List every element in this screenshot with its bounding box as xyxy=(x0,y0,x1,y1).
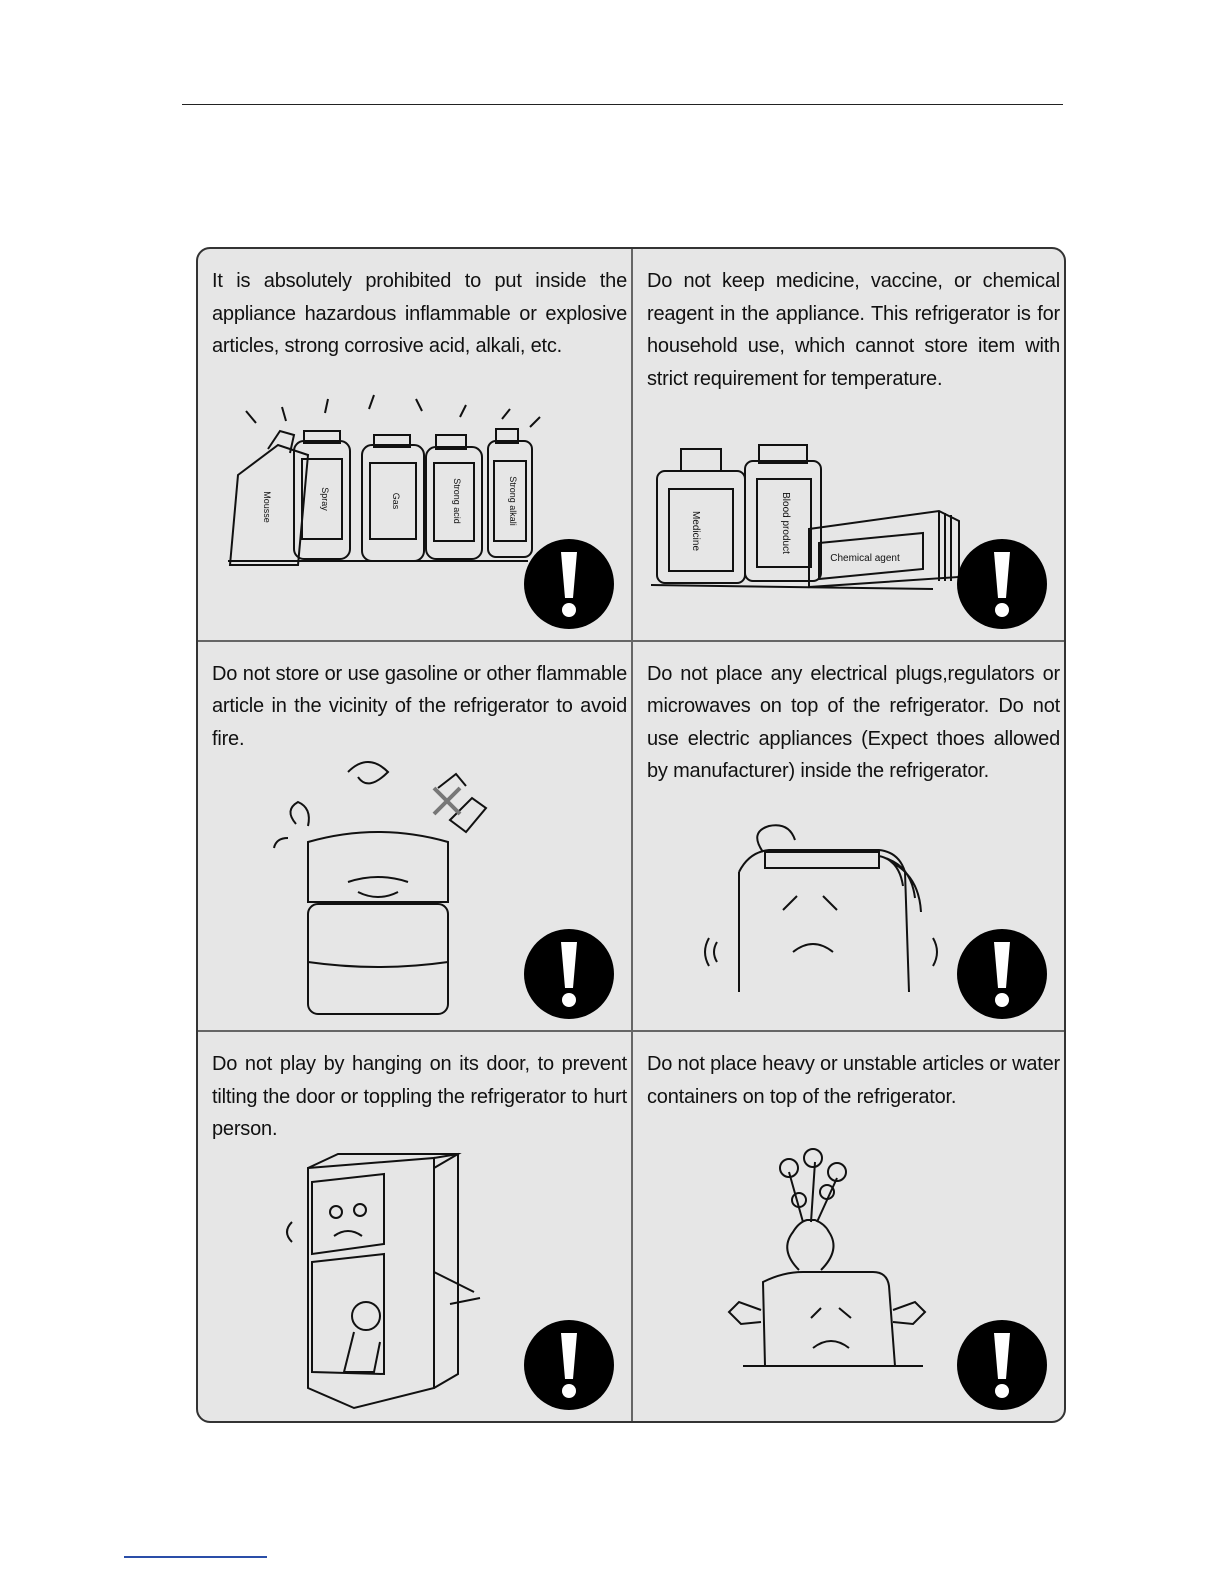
bottle-label: Mousse xyxy=(262,491,272,523)
exclamation-warning-icon xyxy=(523,1319,615,1411)
warning-text: Do not keep medicine, vaccine, or chemical reagent in the appliance. This refrigerator is for household use, which cannot store item with strict requirement for temperature. xyxy=(647,270,1060,390)
footer-link-underline[interactable] xyxy=(124,1556,267,1558)
warning-text: Do not play by hanging on its door, to prevent tilting the door or toppling the refrigerator to hurt person. xyxy=(212,1053,627,1141)
warning-text: Do not place any electrical plugs,regulators or microwaves on top of the refrigerator. Do not use electric appliances (Expect thoes allowed by manufacturer) inside the refrigerator. xyxy=(647,662,1060,783)
warning-cell-gasoline xyxy=(198,640,631,1031)
warning-cell-electrical xyxy=(631,640,1064,1031)
warning-text: Do not place heavy or unstable articles or water containers on top of the refrigerator. xyxy=(647,1053,1060,1108)
box-label: Chemical agent xyxy=(830,553,900,564)
bottle-label: Gas xyxy=(391,492,401,510)
exclamation-warning-icon xyxy=(956,538,1048,630)
warning-grid xyxy=(196,247,1066,1423)
warning-cell-hazardous xyxy=(198,249,631,640)
exclamation-warning-icon xyxy=(523,928,615,1020)
header-rule xyxy=(182,104,1063,105)
exclamation-warning-icon xyxy=(956,928,1048,1020)
bottle-label: Medicine xyxy=(690,510,701,552)
exclamation-warning-icon xyxy=(956,1319,1048,1411)
warning-text: Do not store or use gasoline or other flammable article in the vicinity of the refrigerator to avoid fire. xyxy=(212,662,627,750)
bottle-label: Spray xyxy=(320,487,330,511)
bottle-label: Strong acid xyxy=(452,478,462,524)
warning-cell-hanging xyxy=(198,1030,631,1421)
exclamation-warning-icon xyxy=(523,538,615,630)
warning-cell-medicine xyxy=(631,249,1064,640)
bottle-label: Strong alkali xyxy=(508,476,518,526)
warning-cell-heavy-articles xyxy=(631,1030,1064,1421)
bottle-label: Blood product xyxy=(780,492,791,554)
warning-text: It is absolutely prohibited to put inside the appliance hazardous inflammable or explosive articles, strong corrosive acid, alkali, etc. xyxy=(212,270,627,357)
